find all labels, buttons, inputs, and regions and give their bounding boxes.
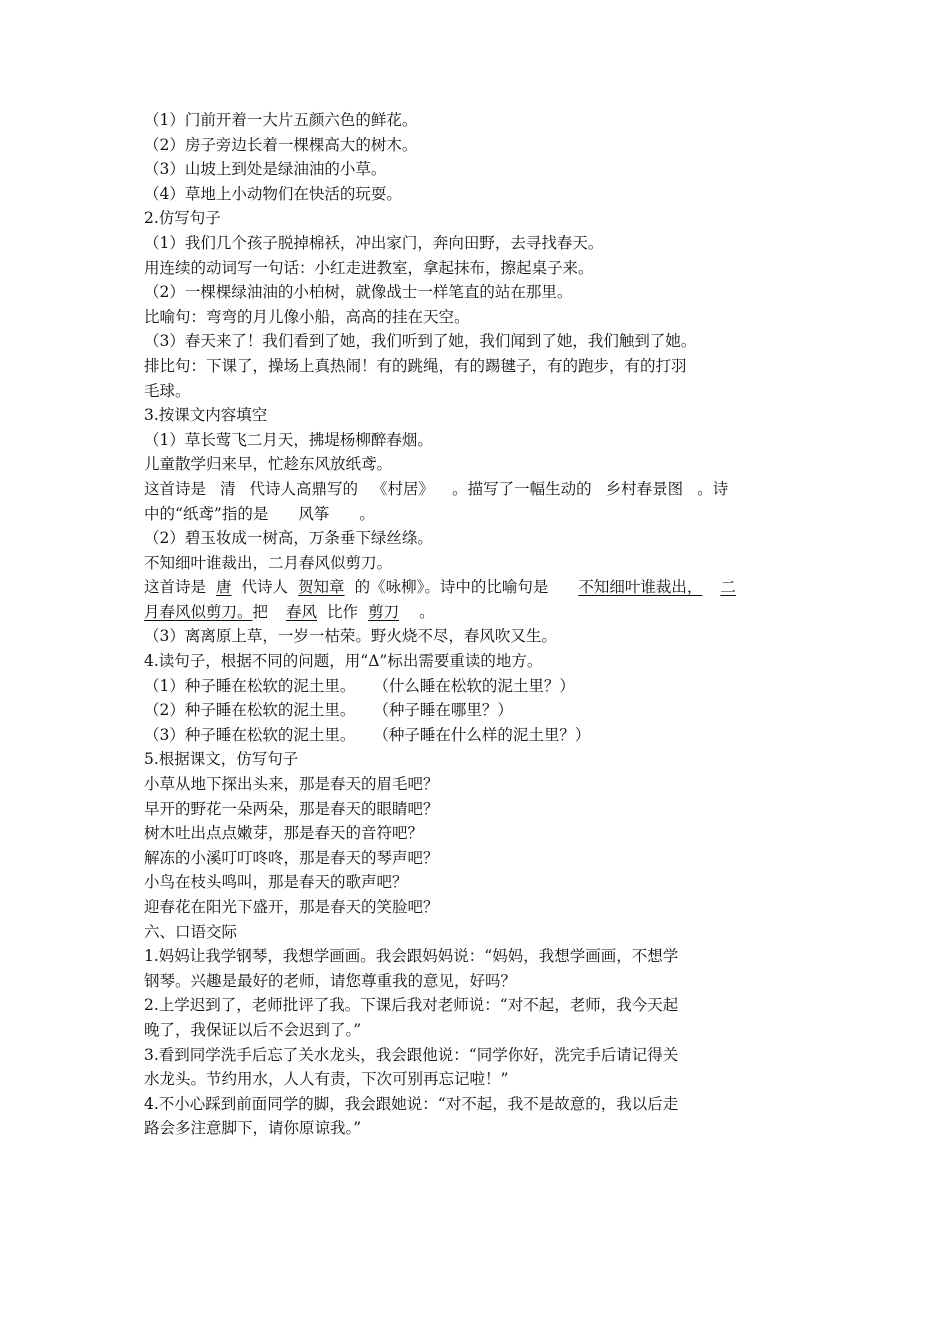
fill-answer: 贺知章: [298, 578, 345, 597]
fill-answer: 乡村春景图: [605, 479, 684, 498]
fill-answer: 《村居》: [372, 479, 435, 498]
text-line: 解冻的小溪叮叮咚咚，那是春天的琴声吧？: [144, 848, 439, 867]
text-line: （3）山坡上到处是绿油油的小草。: [144, 160, 387, 179]
poem-line: （2）碧玉妆成一树高，万条垂下绿丝绦。: [144, 529, 433, 548]
fill-text: 。: [419, 602, 435, 621]
fill-text: 。诗: [697, 479, 729, 498]
text-line: 4.不小心踩到前面同学的脚，我会跟她说：“对不起，我不是故意的，我以后走: [144, 1094, 679, 1113]
section-heading: 六、口语交际: [144, 922, 238, 941]
text-line: 小草从地下探出头来，那是春天的眉毛吧？: [144, 775, 439, 794]
text-line: （4）草地上小动物们在快活的玩耍。: [144, 184, 402, 203]
fill-text: 代诗人高鼎写的: [249, 479, 359, 498]
fill-text: 。: [359, 504, 375, 523]
fill-answer: 月春风似剪刀。: [144, 602, 253, 621]
text-line: （2）一棵棵绿油油的小柏树，就像战士一样笔直的站在那里。: [144, 283, 573, 302]
section-heading: 4.读句子，根据不同的问题，用“Δ”标出需要重读的地方。: [144, 652, 543, 671]
yongliu-fill-line: [144, 575, 808, 600]
poem-line: 儿童散学归来早，忙趁东风放纸鸢。: [144, 455, 393, 474]
text-line: 1.妈妈让我学钢琴，我想学画画。我会跟妈妈说：“妈妈，我想学画画，不想学: [144, 947, 679, 966]
text-line: 水龙头。节约用水，人人有责，下次可别再忘记啦！”: [144, 1070, 509, 1089]
stress-item: （2）种子睡在松软的泥土里。 （种子睡在哪里？）: [144, 701, 513, 720]
text-line: 2.上学迟到了，老师批评了我。下课后我对老师说：“对不起，老师，我今天起: [144, 996, 679, 1015]
fill-text: 中的“纸鸢”指的是: [144, 504, 269, 523]
fill-text: 。描写了一幅生动的: [452, 479, 592, 498]
text-line: 毛球。: [144, 381, 191, 400]
text-line: 路会多注意脚下，请你原谅我。”: [144, 1119, 362, 1138]
stress-item: （3）种子睡在松软的泥土里。 （种子睡在什么样的泥土里？）: [144, 725, 591, 744]
text-line: 3.看到同学洗手后忘了关水龙头，我会跟他说：“同学你好，洗完手后请记得关: [144, 1045, 679, 1064]
fill-text: 把: [252, 602, 269, 621]
text-line: 比喻句：弯弯的月儿像小船，高高的挂在天空。: [144, 307, 470, 326]
poem-line: （3）离离原上草，一岁一枯荣。野火烧不尽，春风吹又生。: [144, 627, 557, 646]
fill-answer: 风筝: [298, 504, 330, 523]
text-line: （2）房子旁边长着一棵棵高大的树木。: [144, 135, 418, 154]
text-line: 迎春花在阳光下盛开，那是春天的笑脸吧？: [144, 898, 439, 916]
fill-text: 比作: [327, 602, 359, 621]
stress-item: （1）种子睡在松软的泥土里。 （什么睡在松软的泥土里？）: [144, 676, 575, 695]
fill-answer: 清: [220, 479, 236, 498]
fill-text: 这首诗是: [144, 578, 207, 597]
section-heading: 5.根据课文，仿写句子: [144, 750, 299, 769]
fill-text: 的《咏柳》。诗中的比喻句是: [354, 578, 549, 597]
text-line: 早开的野花一朵两朵，那是春天的眼睛吧？: [144, 799, 439, 818]
poem-line: （1）草长莺飞二月天，拂堤杨柳醉春烟。: [144, 430, 433, 449]
text-line: （1）门前开着一大片五颜六色的鲜花。: [144, 111, 418, 129]
fill-answer: 唐: [216, 578, 232, 597]
fill-text: 这首诗是: [144, 479, 207, 498]
text-line: 树木吐出点点嫩芽，那是春天的音符吧？: [144, 824, 424, 843]
text-line: 排比句：下课了，操场上真热闹！有的跳绳，有的踢毽子，有的跑步，有的打羽: [144, 356, 687, 375]
text-line: 钢琴。兴趣是最好的老师，请您尊重我的意见，好吗？: [144, 971, 517, 990]
cunju-fill-line: [144, 502, 808, 527]
section-heading: 2.仿写句子: [144, 209, 221, 228]
fill-answer: 剪刀: [368, 602, 400, 621]
text-line: 小鸟在枝头鸣叫，那是春天的歌声吧？: [144, 873, 408, 892]
fill-answer: 不知细叶谁裁出， 二: [578, 578, 736, 597]
fill-answer: 春风: [286, 602, 318, 621]
text-line: （3）春天来了！我们看到了她，我们听到了她，我们闻到了她，我们触到了她。: [144, 332, 697, 351]
text-line: 晚了，我保证以后不会迟到了。”: [144, 1020, 362, 1039]
poem-line: 不知细叶谁裁出，二月春风似剪刀。: [144, 553, 393, 572]
fill-text: 代诗人: [241, 578, 289, 597]
yongliu-fill-line: [144, 600, 808, 625]
cunju-fill-line: [144, 477, 808, 502]
text-line: （1）我们几个孩子脱掉棉袄，冲出家门，奔向田野，去寻找春天。: [144, 233, 604, 252]
section-heading: 3.按课文内容填空: [144, 406, 268, 425]
document-page: [144, 108, 808, 1141]
text-line: 用连续的动词写一句话：小红走进教室，拿起抹布，擦起桌子来。: [144, 258, 594, 277]
